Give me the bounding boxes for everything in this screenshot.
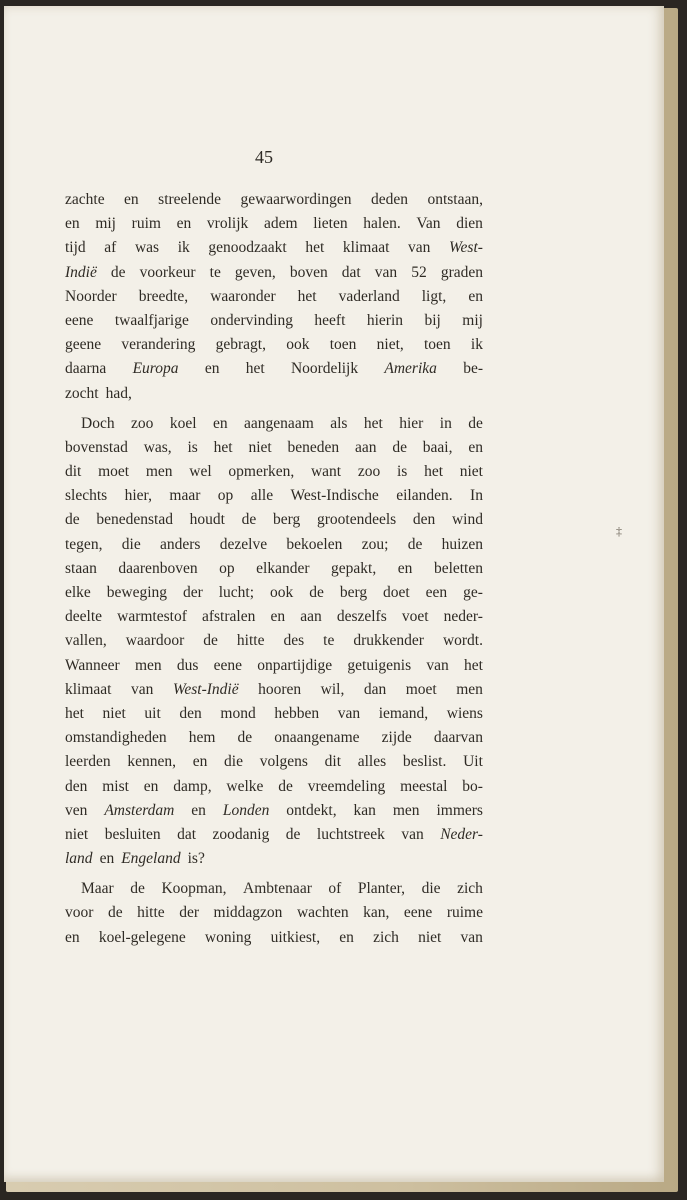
word: hier [399,414,424,432]
word: doet [383,584,410,601]
word: moet [405,680,437,698]
word: de [407,535,423,553]
word: mist [102,777,129,795]
text-line [65,557,483,581]
word: is [396,463,408,481]
word: des [283,632,305,650]
word: voor [65,904,94,922]
word: hebben [274,704,320,722]
text-line [65,926,483,950]
word: slechts [65,487,108,505]
word: niet, [376,336,404,354]
word: van [408,239,431,257]
word: lucht; [218,584,255,601]
word: dus [176,656,199,674]
word: tijd [65,239,86,257]
text-line [65,678,483,702]
word: zoodanig [212,825,270,843]
word: Van [416,215,441,233]
word: van [426,656,449,674]
word: leerden [65,753,111,771]
word: uit [144,704,161,722]
word: en [468,438,483,456]
text-line [65,901,483,925]
text-line [65,188,483,212]
text-line [65,847,483,871]
word: Noorder [65,287,117,305]
word: hitte [137,904,165,922]
text-line [65,581,483,605]
word: benedenstad [96,511,173,529]
word: berg [273,511,301,529]
word: en [124,191,139,208]
word: West-Indië [172,680,239,698]
word: uitkiest, [270,928,321,946]
word: de [285,825,301,843]
word: hitte [236,632,265,650]
text-line [65,726,483,750]
word: een [425,584,448,601]
word: deszelfs [336,608,387,626]
word: onaangename [274,729,360,747]
word: niet [418,928,442,946]
word: en [176,215,192,233]
word: zijde [381,729,412,747]
word: van [401,825,424,843]
word: Amerika [384,360,437,378]
word: ondervinding [210,311,293,329]
word: te [209,263,221,281]
word: Uit [463,753,483,771]
word: dan [363,680,387,698]
word: hier, [124,487,152,505]
scanned-book-page [4,6,664,1182]
word: het [424,463,443,481]
word: bo- [462,777,483,795]
word: den [65,777,88,795]
word: gewaarwordingen [240,191,352,208]
word: de [107,904,123,922]
word: daarvan [433,729,483,747]
text-line [65,533,483,557]
word: opmerken, [228,463,295,481]
word: onpartijdige [257,656,333,674]
word: meestal [400,777,448,795]
word: en [212,414,228,432]
word: wind [451,511,483,529]
word: men [134,656,162,674]
word: bekoelen [286,535,343,553]
text-line [65,654,483,678]
word: bovenstad [65,438,128,456]
word: van [131,680,154,698]
stray-mark: ‡ [616,524,622,538]
word: die [121,535,141,553]
word: drukkender [353,632,424,650]
word: Koopman, [161,880,227,898]
word: in [439,414,452,432]
word: dien [456,215,483,233]
word: vrolijk [206,215,249,233]
word: ontstaan, [427,191,483,208]
word: kennen, [127,753,176,771]
word: mond [220,704,256,722]
word: den [412,511,436,529]
word: der [183,584,203,601]
word: koel [169,414,197,432]
word: klimaat [65,680,112,698]
word: moet [98,463,130,481]
word: ik [470,336,483,354]
word: In [470,487,483,505]
word: de [392,438,407,456]
word: men [392,801,420,819]
word: breedte, [138,287,189,305]
word: woning [204,928,252,946]
word: deelte [65,608,103,626]
word: Neder- [440,825,483,843]
word: beletten [433,559,483,577]
word: Londen [222,801,270,819]
word: Europa [132,360,179,378]
word: dit [65,463,82,481]
word: en [270,608,286,626]
word: daarenboven [118,559,198,577]
word: be- [463,360,483,378]
word: wordt. [442,632,483,650]
word: voet [401,608,429,626]
word: geven, [234,263,276,281]
word: afstralen [201,608,256,626]
word: luchtstreek [316,825,385,843]
word: Noordelijk [290,360,359,378]
word: boven [289,263,328,281]
text-line [65,412,483,436]
word: niet [102,704,126,722]
word: Doch [81,414,115,432]
word: vaderland [338,287,400,305]
word: ruim [131,215,161,233]
word: ik [177,239,190,257]
word: heeft [314,311,346,329]
word: bij [424,311,441,329]
text-line [65,382,483,406]
word: huizen [441,535,483,553]
word: het [213,438,233,456]
word: men [145,463,173,481]
word: Maar [81,880,114,898]
word: immers [436,801,483,819]
word: middagzon [213,904,283,922]
word: wiens [446,704,483,722]
word: want [310,463,342,481]
text-line [65,605,483,629]
word: van [460,928,483,946]
text-line [65,436,483,460]
word: kan [353,801,376,819]
word: toen [424,336,451,354]
word: streelende [158,191,221,208]
word: zachte [65,191,105,208]
word: deden [370,191,408,208]
word: niet [459,463,483,481]
word: dat [341,263,361,281]
word: aan [354,438,377,456]
word: berg [339,584,368,601]
word: Engeland [121,850,181,868]
word: hierin [366,311,404,329]
word: de [237,729,253,747]
word: elke [65,584,91,601]
word: warmtestof [117,608,187,626]
word: ook [270,584,294,601]
word: elkander [256,559,310,577]
word: af [104,239,117,257]
word: en [65,215,80,233]
word: en [65,928,80,946]
word: gepakt, [331,559,377,577]
word: is [187,438,198,456]
word: eene [213,656,243,674]
word: waardoor [125,632,185,650]
word: was [134,239,160,257]
word: had, [105,384,132,402]
word: grootendeels [316,511,397,529]
text-line [65,508,483,532]
word: baai, [422,438,453,456]
word: niet [248,438,272,456]
word: op [217,487,234,505]
word: West- [449,239,483,257]
word: getuigenis [347,656,412,674]
text-line [65,877,483,901]
word: mij [95,215,116,233]
word: zich [457,880,483,898]
text-line [65,823,483,847]
word: en [339,928,354,946]
word: en [204,360,220,378]
word: tegen, [65,535,103,553]
word: maar [169,487,201,505]
word: Amsterdam [104,801,175,819]
word: zich [373,928,399,946]
word: hooren [258,680,302,698]
word: geene [65,336,102,354]
word: het [297,287,317,305]
word: staan [65,559,97,577]
word: wachten [296,904,349,922]
word: den [179,704,202,722]
word: eene [403,904,433,922]
word: hem [188,729,216,747]
word: het [363,414,383,432]
word: land [65,850,93,868]
word: halen. [363,215,401,233]
word: het [463,656,483,674]
word: omstandigheden [65,729,167,747]
word: Indië [65,263,97,281]
word: ven [65,801,88,819]
word: ruime [446,904,483,922]
text-line [65,357,483,381]
word: besluiten [104,825,161,843]
text-line [65,285,483,309]
word: de [65,511,80,529]
text-line [65,460,483,484]
word: en [192,753,208,771]
page-number: 45 [255,147,273,167]
word: op [219,559,235,577]
word: gebragt, [215,336,266,354]
word: is? [187,850,205,868]
body-text [65,188,483,950]
word: daarna [65,360,107,378]
word: wil, [320,680,345,698]
word: dezelve [219,535,268,553]
word: zoo [131,414,154,432]
word: Planter, [357,880,406,898]
word: toen [329,336,357,354]
word: klimaat [342,239,390,257]
word: men [456,680,483,698]
word: wel [189,463,212,481]
word: dit [324,753,342,771]
word: eene [65,311,94,329]
word: waaronder [210,287,276,305]
text-line [65,333,483,357]
word: beneden [287,438,340,456]
word: en [191,801,206,819]
word: zou; [361,535,389,553]
word: van [337,704,361,722]
word: adem [263,215,298,233]
word: West-Indische [290,487,379,505]
word: en [468,287,483,305]
word: aan [300,608,322,626]
word: alle [250,487,274,505]
word: en [143,777,159,795]
word: koel-gelegene [98,928,186,946]
word: de [468,414,483,432]
word: neder- [443,608,483,626]
word: vallen, [65,632,107,650]
word: het [65,704,84,722]
word: lieten [313,215,348,233]
word: van [374,263,398,281]
word: eilanden. [396,487,453,505]
word: kan, [363,904,390,922]
word: alles [357,753,387,771]
text-line [65,212,483,236]
word: te [323,632,335,650]
text-line [65,750,483,774]
word: die [224,753,243,771]
word: vreemdeling [307,777,386,795]
word: het [305,239,325,257]
text-line [65,775,483,799]
text-line [65,629,483,653]
word: ge- [463,584,483,601]
text-line [65,799,483,823]
word: mij [462,311,483,329]
word: die [421,880,441,898]
word: voorkeur [139,263,196,281]
word: de [110,263,126,281]
word: de [278,777,293,795]
word: de [130,880,145,898]
word: de [241,511,257,529]
word: genoodzaakt [208,239,287,257]
word: de [203,632,218,650]
word: niet [65,825,89,843]
word: welke [226,777,264,795]
word: het [245,360,265,378]
word: graden [440,263,483,281]
word: was, [143,438,172,456]
word: en [99,850,115,868]
word: de [309,584,324,601]
word: Wanneer [65,656,120,674]
text-line [65,484,483,508]
word: 52 [411,263,427,281]
word: zoo [357,463,381,481]
word: beweging [106,584,168,601]
word: anders [160,535,201,553]
word: iemand, [378,704,429,722]
word: damp, [173,777,212,795]
word: dat [177,825,197,843]
text-line [65,261,483,285]
word: aangenaam [244,414,314,432]
word: of [328,880,342,898]
word: der [179,904,200,922]
word: zocht [65,384,99,402]
word: Ambtenaar [243,880,312,898]
text-line [65,236,483,260]
word: houdt [189,511,225,529]
word: beslist. [402,753,447,771]
word: ontdekt, [286,801,337,819]
word: en [397,559,413,577]
word: verandering [121,336,196,354]
text-line [65,702,483,726]
word: als [330,414,348,432]
word: ook [286,336,310,354]
word: twaalfjarige [114,311,189,329]
word: volgens [259,753,308,771]
word: ligt, [421,287,447,305]
text-line [65,309,483,333]
